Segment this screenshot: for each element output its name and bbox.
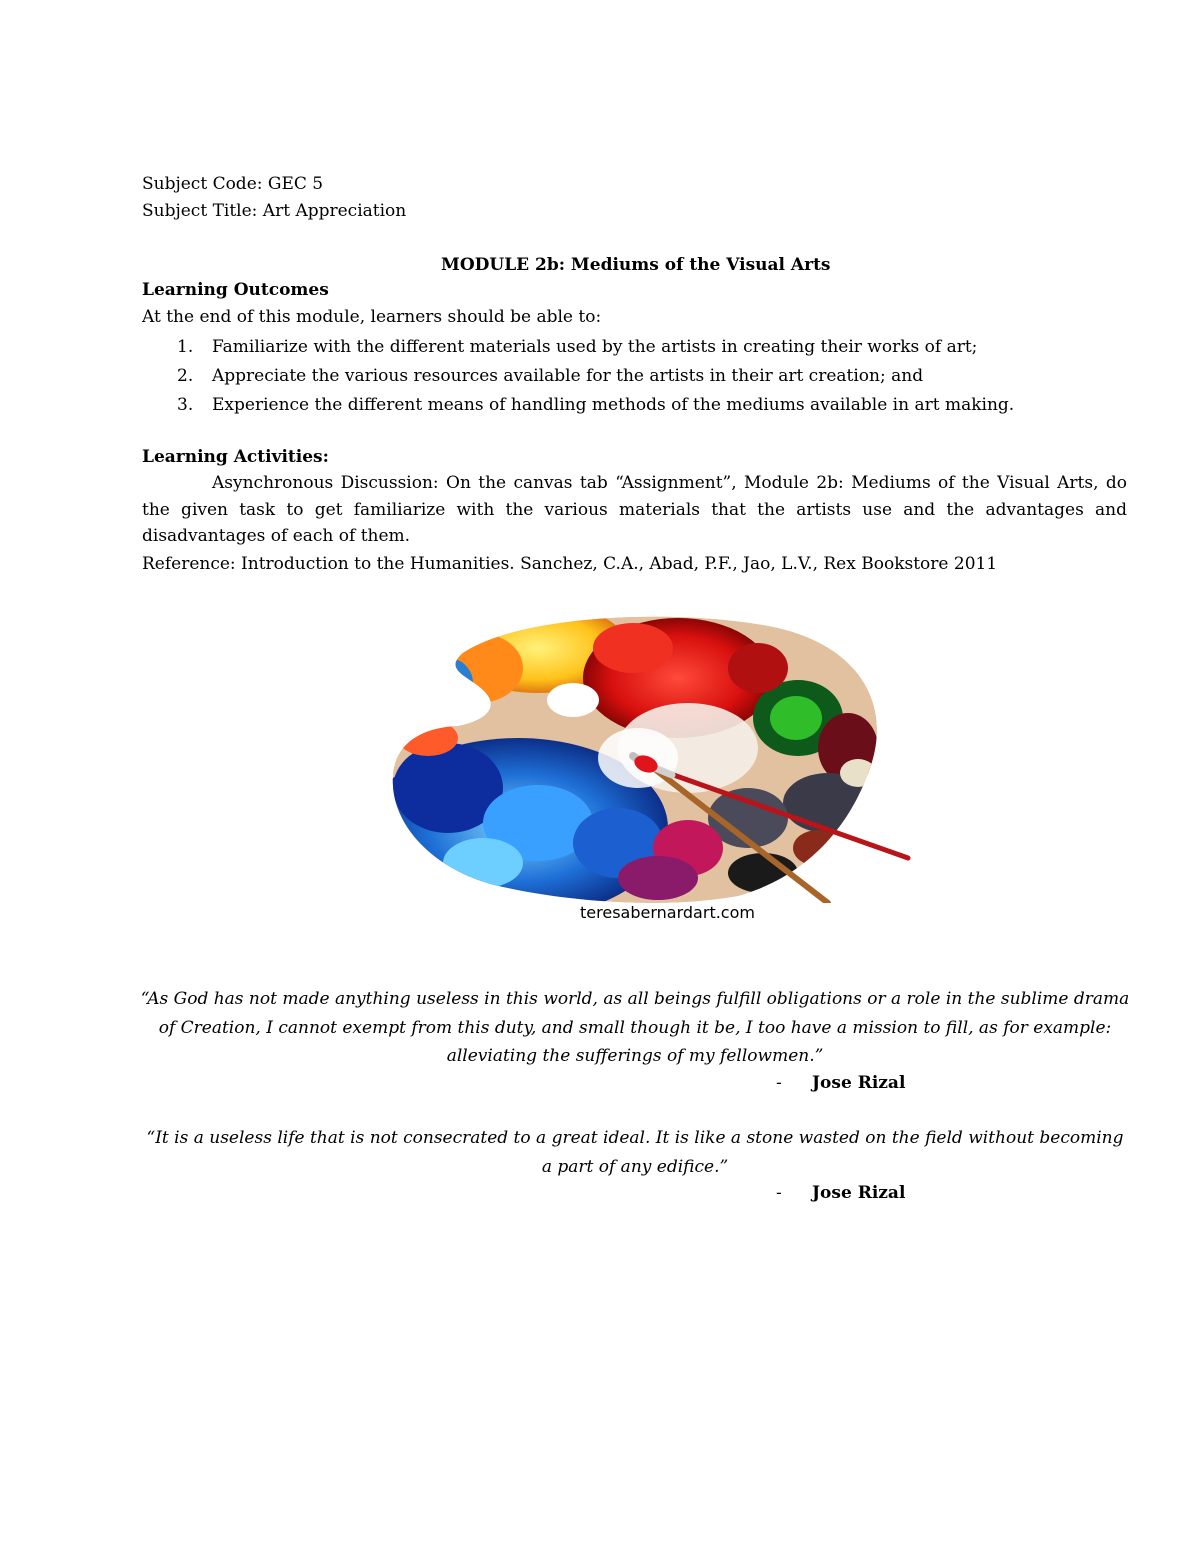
reference-line: Reference: Introduction to the Humanities. Sanchez, C.A., Abad, P.F., Jao, L.V., Rex Bookstore 2011 bbox=[142, 554, 998, 574]
attribution-dash: - bbox=[776, 1183, 782, 1203]
paint-palette-image bbox=[388, 608, 918, 903]
quote-author: Jose Rizal bbox=[812, 1183, 906, 1203]
attribution-dash: - bbox=[776, 1073, 782, 1093]
learning-outcomes-heading: Learning Outcomes bbox=[142, 280, 329, 300]
list-item bbox=[142, 391, 1014, 420]
learning-activities-heading: Learning Activities: bbox=[142, 447, 329, 467]
quote-2: “It is a useless life that is not consecrated to a great ideal. It is like a stone wasted on the field without becoming a part of any edifice.” bbox=[146, 1128, 1124, 1177]
subject-code: Subject Code: GEC 5 bbox=[142, 174, 324, 194]
list-item-number: 1. bbox=[177, 337, 194, 357]
list-item-text: Experience the different means of handling methods of the mediums available in art making. bbox=[212, 395, 1015, 415]
list-item-number: 2. bbox=[177, 366, 194, 386]
subject-title: Subject Title: Art Appreciation bbox=[142, 201, 407, 221]
list-item bbox=[142, 362, 1014, 391]
quote-2-attribution bbox=[776, 1180, 905, 1206]
list-item-text: Familiarize with the different materials used by the artists in creating their works of art; bbox=[212, 337, 978, 357]
list-item bbox=[142, 333, 1014, 362]
learning-activities-body: Asynchronous Discussion: On the canvas tab “Assignment”, Module 2b: Mediums of the Visual Arts, do the given task to get familiarize with the various materials that the artists use and the advantages and disadvantages of each of them. bbox=[142, 473, 1127, 546]
learning-outcomes-intro: At the end of this module, learners should be able to: bbox=[142, 307, 602, 327]
image-caption: teresabernardart.com bbox=[580, 903, 755, 922]
quote-1-attribution bbox=[776, 1070, 905, 1096]
module-title: MODULE 2b: Mediums of the Visual Arts bbox=[441, 255, 831, 275]
list-item-number: 3. bbox=[177, 395, 194, 415]
learning-outcomes-list bbox=[142, 333, 1014, 420]
list-item-text: Appreciate the various resources available for the artists in their art creation; and bbox=[212, 366, 924, 386]
quote-1: “As God has not made anything useless in this world, as all beings fulfill obligations or a role in the sublime drama of Creation, I cannot exempt from this duty, and small though it be, I too have a mission to fill, as for example: alleviating the sufferings of my fellowmen.” bbox=[140, 989, 1130, 1066]
quote-author: Jose Rizal bbox=[812, 1073, 906, 1093]
